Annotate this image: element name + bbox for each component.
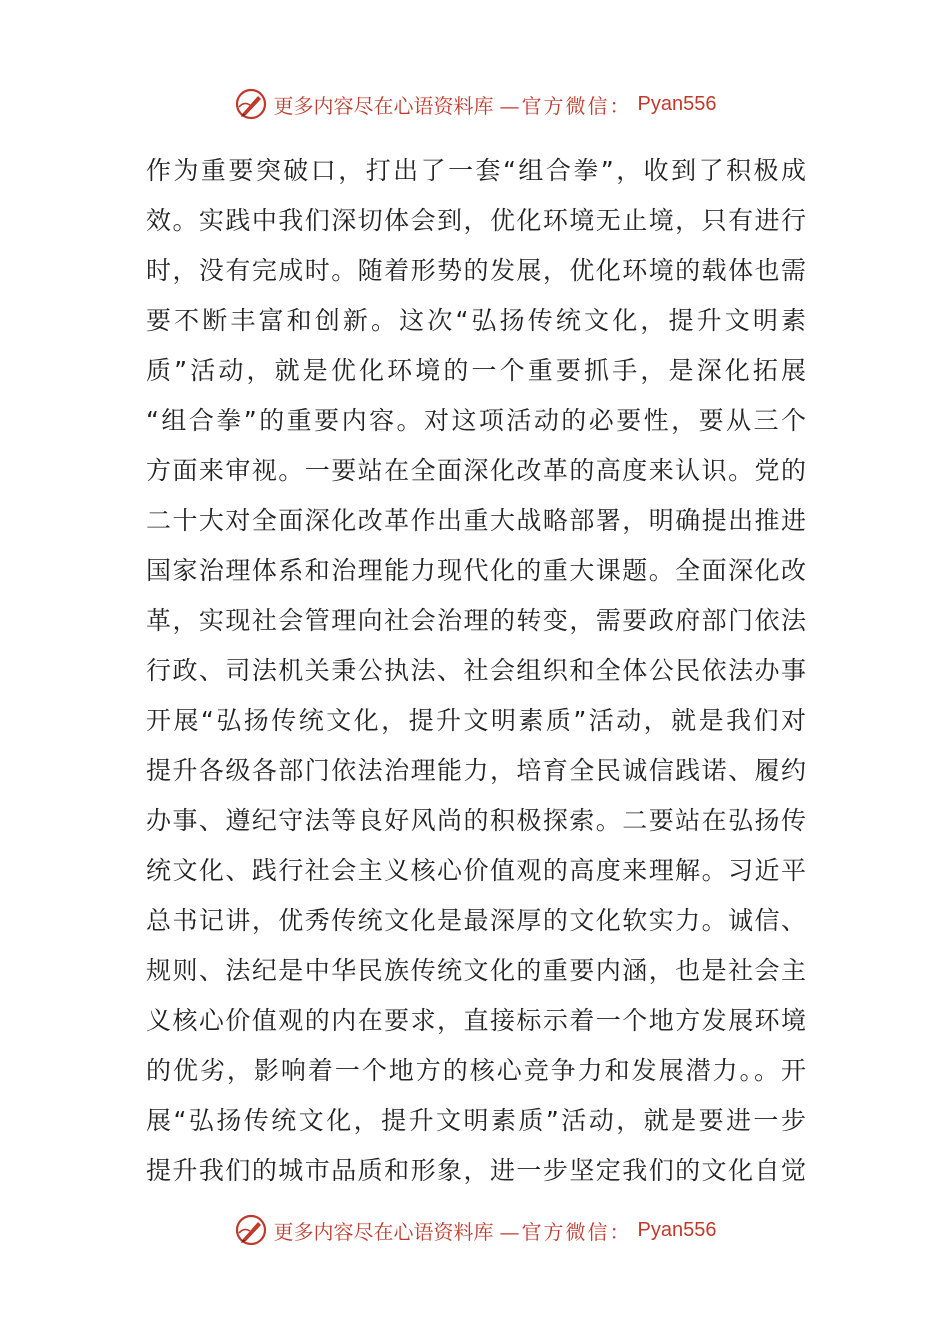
body-line: 提升我们的城市品质和形象，进一步坚定我们的文化自觉 — [146, 1156, 806, 1185]
banner-brand-text: 更多内容尽在心语资料库 — [273, 93, 494, 118]
body-line: 时，没有完成时。随着形势的发展，优化环境的载体也需 — [146, 256, 806, 285]
body-line: 规则、法纪是中华民族传统文化的重要内涵，也是社会主 — [146, 956, 806, 985]
pen-circle-logo-icon — [234, 87, 268, 121]
body-line: 统文化、践行社会主义核心价值观的高度来理解。习近平 — [146, 856, 806, 885]
banner-official-text: —官方微信： — [499, 1219, 632, 1244]
body-line: 二十大对全面深化改革作出重大战略部署，明确提出推进 — [146, 506, 806, 535]
body-line: 总书记讲，优秀传统文化是最深厚的文化软实力。诚信、 — [146, 906, 806, 935]
body-line: “组合拳”的重要内容。对这项活动的必要性，要从三个 — [146, 406, 806, 435]
body-line: 作为重要突破口，打出了一套“组合拳”，收到了积极成 — [146, 156, 806, 185]
body-line: 方面来审视。一要站在全面深化改革的高度来认识。党的 — [146, 456, 806, 485]
body-line: 办事、遵纪守法等良好风尚的积极探索。二要站在弘扬传 — [146, 806, 806, 835]
body-line: 义核心价值观的内在要求，直接标示着一个地方发展环境 — [146, 1006, 806, 1035]
body-line: 国家治理体系和治理能力现代化的重大课题。全面深化改 — [146, 556, 806, 585]
document-body — [146, 146, 806, 1196]
header-banner — [0, 84, 950, 124]
body-line: 效。实践中我们深切体会到，优化环境无止境，只有进行 — [146, 206, 806, 235]
body-line: 质”活动，就是优化环境的一个重要抓手，是深化拓展 — [146, 356, 806, 385]
banner-wechat-id: Pyan556 — [637, 1218, 717, 1241]
pen-circle-logo-icon — [234, 1213, 268, 1247]
banner-brand-text: 更多内容尽在心语资料库 — [273, 1219, 494, 1244]
body-line: 的优劣，影响着一个地方的核心竞争力和发展潜力。。开 — [146, 1056, 806, 1085]
banner-official-text: —官方微信： — [499, 93, 632, 118]
banner-wechat-id: Pyan556 — [637, 92, 717, 115]
body-line: 开展“弘扬传统文化，提升文明素质”活动，就是我们对 — [146, 706, 806, 735]
body-line: 革，实现社会管理向社会治理的转变，需要政府部门依法 — [146, 606, 806, 635]
body-line: 提升各级各部门依法治理能力，培育全民诚信践诺、履约 — [146, 756, 806, 785]
body-line: 要不断丰富和创新。这次“弘扬传统文化，提升文明素 — [146, 306, 806, 335]
body-line: 行政、司法机关秉公执法、社会组织和全体公民依法办事 — [146, 656, 806, 685]
footer-banner — [0, 1210, 950, 1250]
body-line: 展“弘扬传统文化，提升文明素质”活动，就是要进一步 — [146, 1106, 806, 1135]
